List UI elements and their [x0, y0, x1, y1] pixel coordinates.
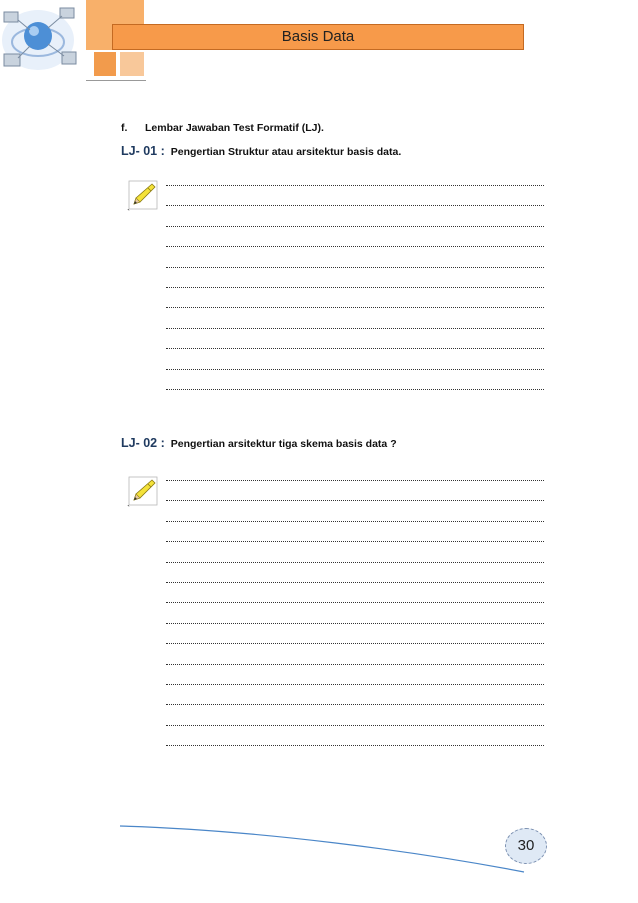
answer-line: [166, 246, 544, 247]
pencil-icon: [126, 178, 160, 212]
question-text: Pengertian arsitektur tiga skema basis data ?: [170, 438, 397, 450]
answer-line: [166, 205, 544, 206]
pencil-icon: [126, 474, 160, 508]
question-code: LJ- 02 :: [121, 436, 165, 450]
answer-line: [166, 684, 544, 685]
answer-line: [166, 348, 544, 349]
tick-mark: `: [127, 504, 130, 514]
answer-line: [166, 521, 544, 522]
answer-line: [166, 664, 544, 665]
network-globe-logo-icon: [0, 0, 84, 80]
question-code: LJ- 01 :: [121, 144, 165, 158]
answer-line: [166, 643, 544, 644]
section-heading: [121, 122, 324, 134]
question-2: [121, 436, 397, 450]
header-accent-square-light: [120, 52, 144, 76]
answer-line: [166, 582, 544, 583]
answer-line: [166, 185, 544, 186]
answer-line: [166, 704, 544, 705]
tick-mark: `: [127, 208, 130, 218]
header-divider: [86, 80, 146, 81]
answer-line: [166, 480, 544, 481]
answer-line: [166, 541, 544, 542]
question-1: [121, 144, 401, 158]
answer-line: [166, 389, 544, 390]
answer-line: [166, 745, 544, 746]
answer-line: [166, 725, 544, 726]
answer-line: [166, 226, 544, 227]
answer-line: [166, 562, 544, 563]
question-text: Pengertian Struktur atau arsitektur basis data.: [170, 146, 402, 158]
section-letter: f.: [121, 122, 128, 134]
answer-line: [166, 623, 544, 624]
answer-line: [166, 267, 544, 268]
header-title: Basis Data: [281, 28, 355, 45]
section-title: Lembar Jawaban Test Formatif (LJ).: [145, 122, 324, 134]
answer-line: [166, 307, 544, 308]
answer-line: [166, 287, 544, 288]
answer-line: [166, 328, 544, 329]
answer-line: [166, 369, 544, 370]
page-number: 30: [505, 828, 547, 864]
answer-line: [166, 602, 544, 603]
header-accent-square-small: [94, 52, 116, 76]
answer-line: [166, 500, 544, 501]
